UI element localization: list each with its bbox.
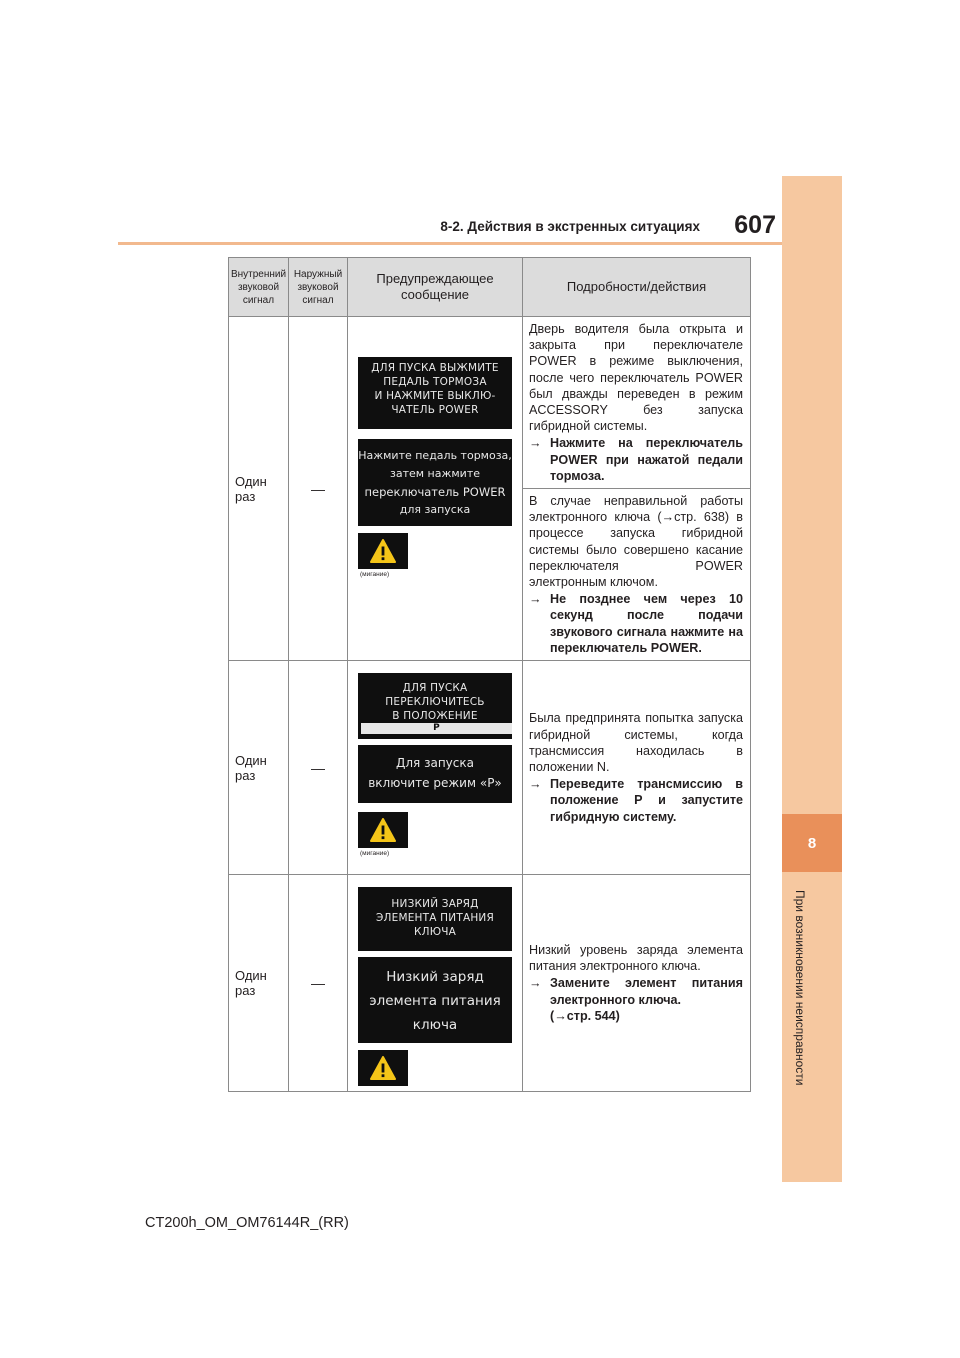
warning-message-cell [348,661,523,875]
blink-caption: (мигание) [360,850,390,858]
arrow-icon: → [529,976,542,991]
arrow-icon: → [529,436,542,451]
internal-beep-cell: Один раз [229,661,289,875]
header-internal-beep: Внутренний звуковой сигнал [229,258,289,317]
details-cell: Дверь водителя была открыта и закрыта при переключателе POWER в режиме выключения, после чего переключатель POWER был дважды переведен в режим ACCESSORY без запуска гибридной системы. → Нажмите на переключатель POWER при нажатой педали тормоза. [523,317,751,489]
display-mixed: Нажмите педаль тормоза, затем нажмите переключатель POWER для запуска [358,439,512,526]
external-beep-cell: — [289,661,348,875]
display-mixed: Низкий заряд элемента питания ключа [358,957,512,1043]
table-row [229,661,751,875]
display-caps: ДЛЯ ПУСКА ВЫЖМИТЕ ПЕДАЛЬ ТОРМОЗА И НАЖМИТЕ ВЫКЛЮ- ЧАТЕЛЬ POWER [358,357,512,429]
document-id: CT200h_OM_OM76144R_(RR) [145,1215,349,1231]
page-number: 607 [734,211,776,239]
chapter-title-vertical: При возникновении неисправности [793,890,807,1086]
arrow-icon: → [529,777,542,792]
arrow-icon: → [529,592,542,607]
display-mixed: Для запуска включите режим «P» [358,745,512,803]
warning-light [358,812,408,848]
warning-message-cell [348,317,523,661]
internal-beep-cell: Один раз [229,875,289,1092]
page-reference: (→стр. 544) [550,1008,620,1023]
warning-triangle-icon [369,817,397,843]
section-title: 8-2. Действия в экстренных ситуациях [440,219,700,234]
table-row [229,317,751,489]
external-beep-cell: — [289,875,348,1092]
header-external-beep: Наружный звуковой сигнал [289,258,348,317]
warning-light [358,1050,408,1086]
warning-triangle-icon [369,1055,397,1081]
header-warning-message: Предупреждающее сообщение [348,258,523,317]
park-badge: P [361,723,512,734]
external-beep-cell: — [289,317,348,661]
table-header-row [229,258,751,317]
details-cell: В случае неправильной работы электронного ключа (→стр. 638) в процессе запуска гибридной системы было совершено касание переключателя POWER электронным ключом. → Не позднее чем через 10 секунд после подачи звукового сигнала нажмите на переключатель POWER. [523,489,751,661]
header-details: Подробности/действия [523,258,751,317]
header-rule [118,242,782,245]
warning-message-table [228,257,751,1092]
display-caps: ДЛЯ ПУСКА ПЕРЕКЛЮЧИТЕСЬ В ПОЛОЖЕНИЕ P [358,673,512,739]
warning-message-cell [348,875,523,1092]
table-row [229,875,751,1092]
chapter-number-badge: 8 [782,814,842,872]
internal-beep-cell: Один раз [229,317,289,661]
display-caps: НИЗКИЙ ЗАРЯД ЭЛЕМЕНТА ПИТАНИЯ КЛЮЧА [358,887,512,951]
blink-caption: (мигание) [360,571,390,578]
details-cell: Низкий уровень заряда элемента питания электронного ключа. → Замените элемент питания электронного ключа. (→стр. 544) [523,875,751,1092]
warning-triangle-icon [369,538,397,564]
details-cell: Была предпринята попытка запуска гибридной системы, когда трансмиссия находилась в положении N. → Переведите трансмиссию в положение P и запустите гибридную систему. [523,661,751,875]
warning-light [358,533,408,569]
